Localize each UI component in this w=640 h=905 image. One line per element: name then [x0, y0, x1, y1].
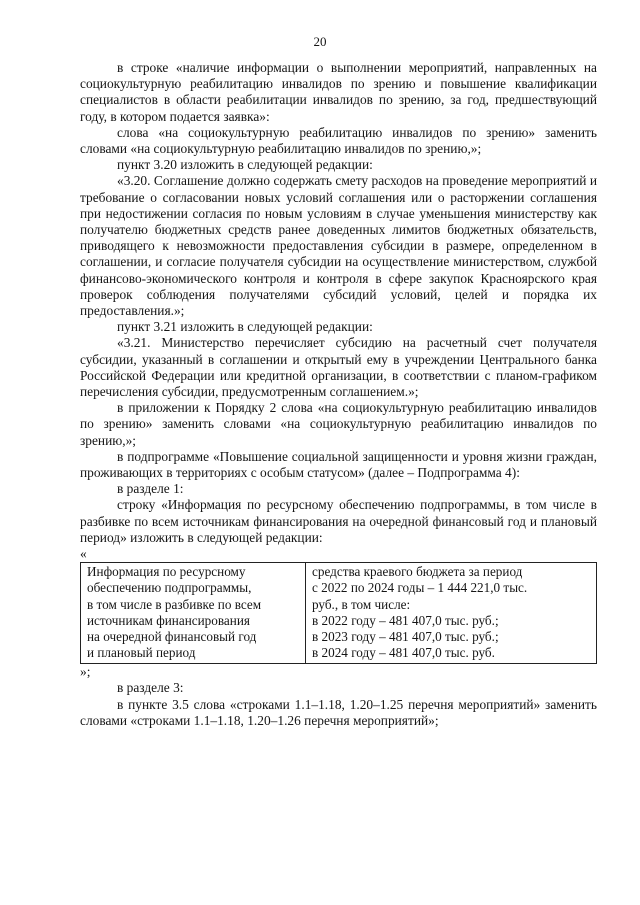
paragraph: в разделе 1:	[117, 481, 184, 497]
table-row	[81, 563, 597, 664]
paragraph: «3.20. Соглашение должно содержать смету расходов на проведение мероприятий и требование о согласовании новых условий соглашения или о расторжении соглашения при недостижении согласия по новым условиям в случае уменьшения министерству как получателю бюджетных средств ранее доведенных лимитов бюджетных обязательств, приводящего к невозможности предоставления субсидии в размере, определенном в соглашении, и согласие получателя субсидии на осуществление министерством, службой финансово-экономического контроля и контроля в сфере закупок Красноярского края проверок соблюдения получателями субсидий условий, целей и порядка их предоставления.»;	[80, 173, 597, 319]
paragraph: в приложении к Порядку 2 слова «на социокультурную реабилитацию инвалидов по зрению» заменить словами «на социокультурную реабилитацию инвалидов по зрению,»;	[80, 400, 597, 448]
cell-line: в 2023 году – 481 407,0 тыс. руб.;	[312, 628, 499, 644]
paragraph: в строке «наличие информации о выполнении мероприятий, направленных на социокультурную реабилитацию инвалидов по зрению и повышение квалификации специалистов в области реабилитации инвалидов по зрению, за год, предшествующий году, в котором подается заявка»:	[80, 60, 597, 124]
close-quote: »;	[80, 664, 91, 680]
table-cell-value	[306, 563, 597, 664]
cell-line: в 2022 году – 481 407,0 тыс. руб.;	[312, 612, 499, 628]
resource-table	[80, 562, 597, 664]
paragraph: слова «на социокультурную реабилитацию инвалидов по зрению» заменить словами «на социокультурную реабилитацию инвалидов по зрению,»;	[80, 124, 597, 157]
cell-line: средства краевого бюджета за период	[312, 564, 523, 580]
paragraph: в пункте 3.5 слова «строками 1.1–1.18, 1.20–1.25 перечня мероприятий» заменить словами «строками 1.1–1.18, 1.20–1.26 перечня мероприятий»;	[80, 696, 597, 728]
cell-line: Информация по ресурсному	[87, 564, 246, 580]
cell-line: источникам финансирования	[87, 612, 250, 628]
paragraph: пункт 3.21 изложить в следующей редакции:	[117, 319, 373, 335]
paragraph: строку «Информация по ресурсному обеспечению подпрограммы, в том числе в разбивке по всем источникам финансирования на очередной финансовый год и плановый период» изложить в следующей редакции:	[80, 497, 597, 545]
cell-line: в 2024 году – 481 407,0 тыс. руб.	[312, 645, 495, 661]
paragraph: в подпрограмме «Повышение социальной защищенности и уровня жизни граждан, проживающих в территориях с особым статусом» (далее – Подпрограмма 4):	[80, 448, 597, 481]
paragraph: в разделе 3:	[117, 680, 184, 696]
cell-line: и плановый период	[87, 645, 196, 661]
cell-line: руб., в том числе:	[312, 596, 411, 612]
paragraphs-before	[80, 60, 597, 546]
cell-line: обеспечению подпрограммы,	[87, 580, 252, 596]
document-body	[80, 60, 597, 729]
open-quote: «	[80, 546, 87, 562]
page-number: 20	[313, 34, 327, 49]
table-cell-label	[81, 563, 306, 664]
cell-line: на очередной финансовый год	[87, 628, 257, 644]
paragraph: пункт 3.20 изложить в следующей редакции:	[117, 157, 373, 173]
paragraph: «3.21. Министерство перечисляет субсидию на расчетный счет получателя субсидии, указанный в соглашении и открытый ему в учреждении Центрального банка Российской Федерации или кредитной организации, в соответствии с планом-графиком перечисления субсидии, предусмотренным соглашением.»;	[80, 335, 597, 400]
cell-line: с 2022 по 2024 годы – 1 444 221,0 тыс.	[312, 580, 528, 596]
cell-line: в том числе в разбивке по всем	[87, 596, 262, 612]
paragraphs-after	[80, 680, 597, 729]
